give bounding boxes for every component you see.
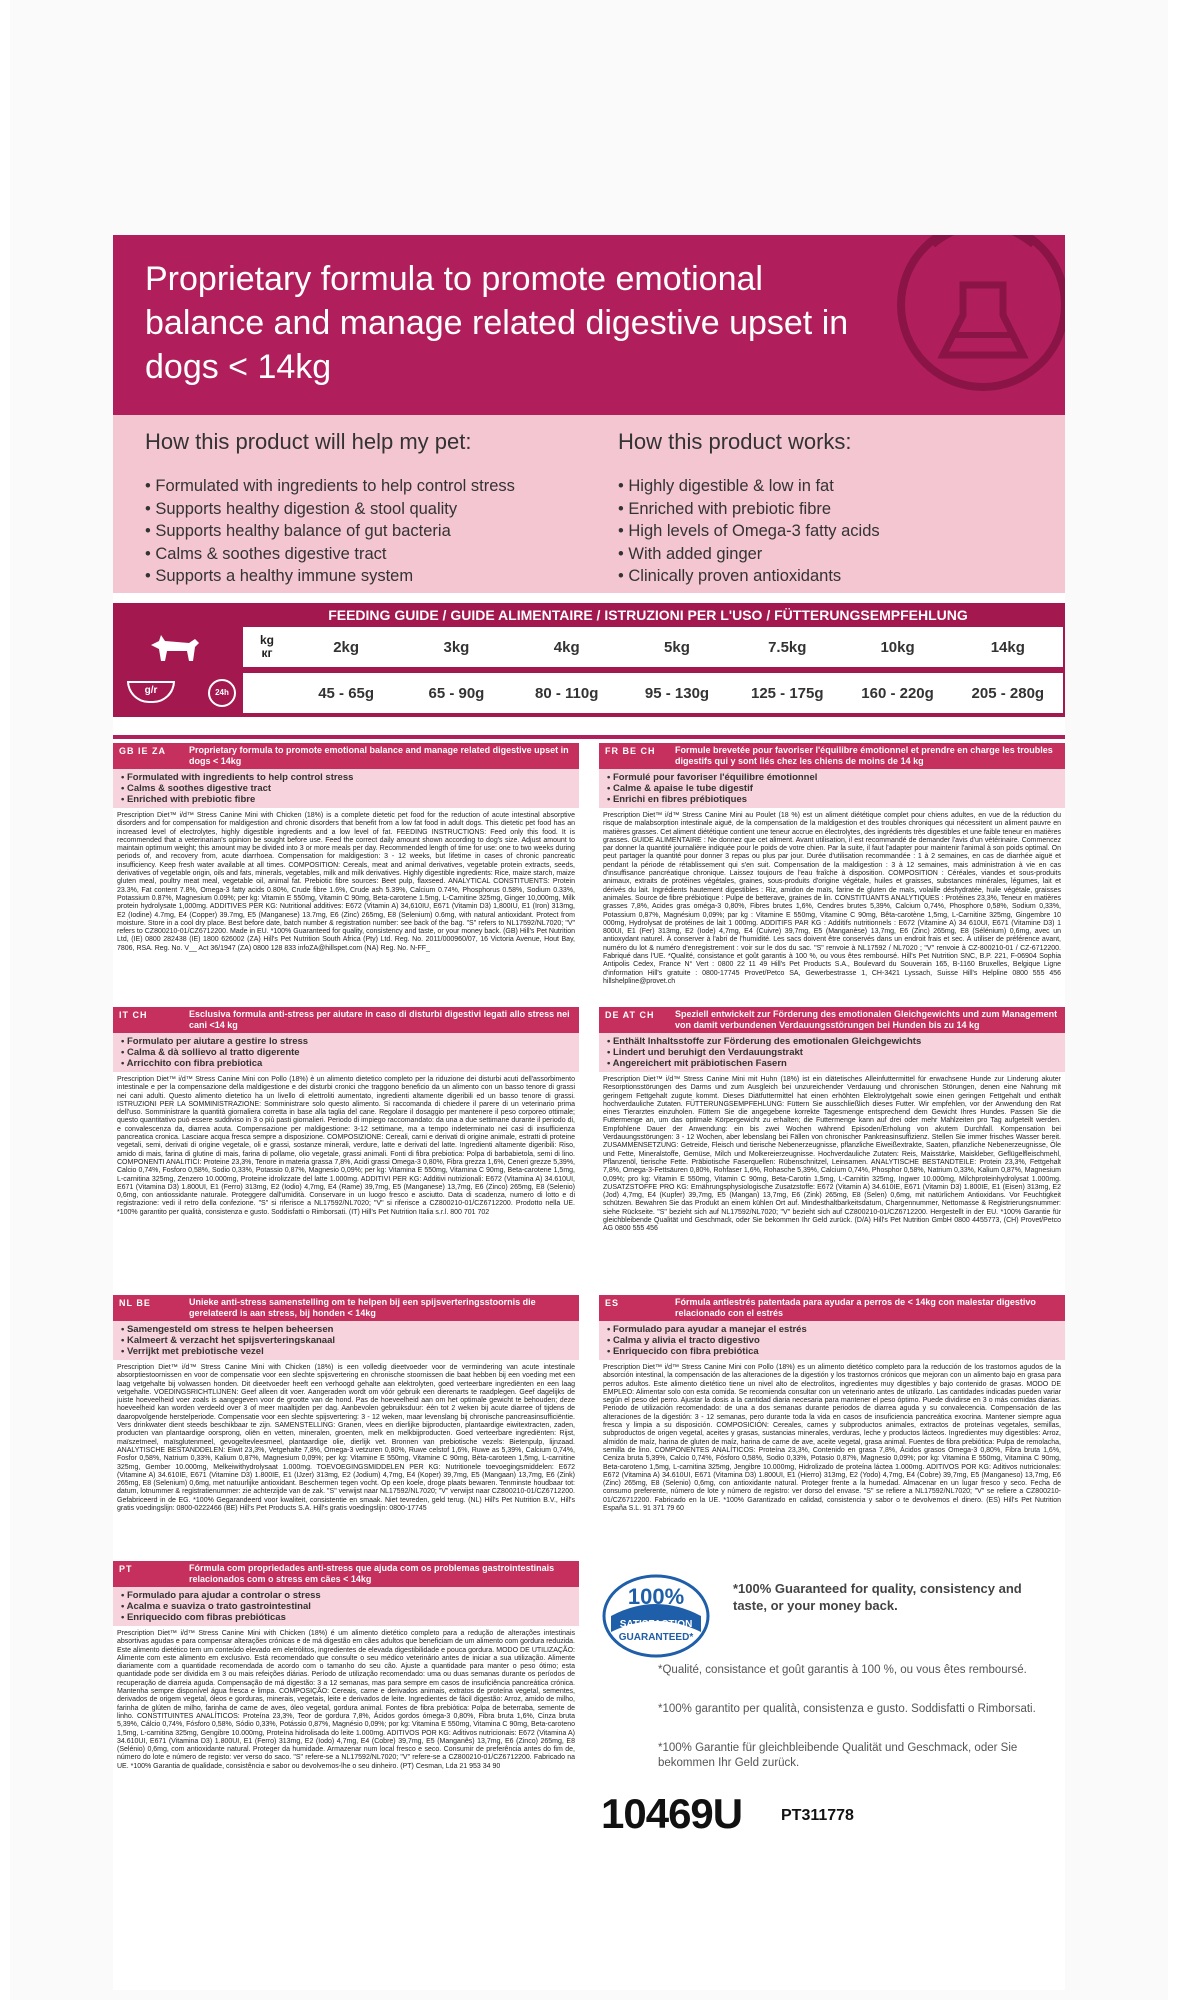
list-item: • Formulated with ingredients to help control stress [145, 475, 515, 498]
list-item: • Highly digestible & low in fat [618, 475, 880, 498]
lang-bullets: • Formulated with ingredients to help control stress • Calms & soothes digestive tract • Enriched with prebiotic fibre [113, 769, 579, 808]
weight-cell: 2kg [333, 638, 360, 656]
badge-line1: SATISFACTION [619, 1619, 693, 1630]
works-heading: How this product works: [618, 429, 852, 454]
hero-title: Proprietary formula to promote emotional balance and manage related digestive upset in dogs < 14kg [145, 260, 849, 386]
lang-block-fr [599, 743, 1065, 1003]
lang-body: Prescription Diet™ i/d™ Stress Canine Mini with Chicken (18%) is een volledig dieetvoeder voor de vermindering van acute intestinale absorptiestoornissen en voor de compensatie voor een slechte spijsvertering en chronische stoornissen die baat hebben bij een voeding met een laag vetgehalte bij volwassen honden. Dit dieetvoeder heeft een verhoogd gehalte aan elektrolyten, goed verteerbare ingrediënten en een laag vetgehalte. VOEDINGSRICHTLIJNEN: Geef alleen dit voer. Aangeraden wordt om vóór gebruik een dierenarts te raadplegen. Geef dagelijks de juiste hoeveelheid voer zoals is aangegeven voor de grootte van de hond. Pas de hoeveelheid aan om het optimale gewicht te behouden; deze hoeveelheid kan worden verdeeld over 3 of meer maaltijden per dag. Aanbevolen gebruiksduur: één tot 2 weken bij acute diarree of tijdens de daaropvolgende herstelperiode. Compensatie voor een slechte spijsvertering: 3 - 12 weken, maar levenslang bij chronische pancreasinsufficiëntie. Vers drinkwater dient steeds beschikbaar te zijn. SAMENSTELLING: Granen, vlees en dierlijke bijproducten, plantaardige eiwitextracten, zaden, producten van plantaardige oorsprong, oliën en vetten, mineralen, groenten, melk en melkbijproducten. Goed verteerbare ingrediënten: Rijst, maïszetmeel, maïsglutenmeel, gevogeltevleesmeel, plantaardige olie, dierlijk vet. Bronnen van prebiotische vezels: Bietenpulp, lijnzaad. ANALYTISCHE BESTANDDELEN: Eiwit 23,3%, Vetgehalte 7,8%, Omega-3 vetzuren 0,80%, Ruwe celstof 1,6%, Ruwe as 5,39%, Calcium 0,74%, Fosfor 0,58%, Natrium 0,33%, Kalium 0,87%, Magnesium 0,09%; per kg: Vitamine E 550mg, Vitamine C 90mg, Bèta-caroteen 1,5mg, L-carnitine 325mg, Gember 10.000mg, Melkeiwithydrolysaat 1.000mg. TOEVOEGINGSMIDDELEN PER KG: Nutritionele toevoegingsmiddelen: E672 (Vitamine A) 34.610IE, E671 (Vitamine D3) 1.800IE, E1 (IJzer) 313mg, E2 (Jodium) 4,7mg, E4 (Koper) 39,7mg, E5 (Mangaan) 13,7mg, E6 (Zink) 265mg, E8 (Selenium) 0,6mg, met natuurlijke antioxidant. Beschermen tegen vocht. Op een koele, droge plaats bewaren. Tenminste houdbaar tot: datum, lotnummer & registratienummer: zie achterzijde van de zak. "S" verwijst naar NL17592/NL7020; "V" verwijst naar CZ800210-01/CZ6712200. Gefabriceerd in de EG. *100% Gegarandeerd voor kwaliteit, consistentie en smaak. Niet tevreden, geld terug. (NL) Hill's Pet Nutrition B.V., Hill's gratis voedingslijn: 0800-0222466 (BE) Hill's Pet Products S.A. Hill's gratis voedingslijn: 0800-17745 [117, 1364, 575, 1513]
lang-block-de [599, 1007, 1065, 1287]
lang-body: Prescription Diet™ i/d™ Stress Canine Mini con Pollo (18%) è un alimento dietetico completo per la riduzione dei disturbi acuti dell'assorbimento intestinale e per la compensazione della maldigestione e dei disturbi cronici che traggono beneficio da un alimento con un basso tenore di grassi nei cani adulti. Questo alimento dietetico ha un livello di elettroliti aumentato, ingredienti altamente digeribili ed un basso tenore di grassi. ISTRUZIONI PER LA SOMMINISTRAZIONE: Somministrare solo questo alimento. Si raccomanda di chiedere il parere di un veterinario prima dell'uso. Somministrare la quantità giornaliera corretta in base alla taglia del cane. Regolare il dosaggio per mantenere il peso corporeo ottimale; questo quantitativo può essere suddiviso in 3 o più pasti giornalieri. Periodo di impiego raccomandato: da una a due settimane durante il periodo di, e convalescenza da, diarrea acuta. Compensazione per maldigestione: 3-12 settimane, ma a tempo indeterminato nei casi di insufficienza pancreatica cronica. Lasciare acqua fresca sempre a disposizione. COMPOSIZIONE: Cereali, carni e derivati di origine animale, estratti di proteine vegetali, semi, derivati di origine vegetale, oli e grassi, sostanze minerali, verdure, latte e derivati del latte. Ingredienti altamente digeribili: Riso, amido di mais, farina di glutine di mais, farina di pollame, olio vegetale, grassi animali. Fonti di fibra prebiotica: Polpa di barbabietola, semi di lino. COMPONENTI ANALITICI: Proteine 23,3%, Tenore in materia grassa 7,8%, Acidi grassi Omega-3 0,80%, Fibra grezza 1,6%, Ceneri grezze 5,39%, Calcio 0,74%, Fosforo 0,58%, Sodio 0,33%, Potassio 0,87%, Magnesio 0,09%; per kg: Vitamina E 550mg, Vitamina C 90mg, Beta-carotene 1,5mg, L-carnitina 325mg, Zenzero 10.000mg, Proteine idrolizzate del latte 1.000mg. ADDITIVI PER KG: Additivi nutrizionali: E672 (Vitamina A) 34.610UI, E671 (Vitamina D3) 1.800UI, E1 (Ferro) 313mg, E2 (Iodio) 4,7mg, E4 (Rame) 39,7mg, E5 (Manganese) 13,7mg, E6 (Zinco) 265mg, E8 (Selenio) 0,6mg, con antiossidante naturale. Proteggere dall'umidità. Conservare in un luogo fresco e asciutto. Data di scadenza, numero di lotto e di registrazione: vedi il retro della confezione. "S" si riferisce a NL17592/NL7020; "V" si riferisce a CZ800210-01/CZ6712200. Prodotto nella UE. *100% garantito per qualità, consistenza e gusto. Soddisfatti o Rimborsati. (IT) Hill's Pet Nutrition Italia s.r.l. 800 701 702 [117, 1076, 575, 1216]
lang-block-nl [113, 1295, 579, 1553]
hero-banner [113, 235, 1065, 415]
list-item: • Enriched with prebiotic fibre [618, 498, 880, 521]
amount-cell: 160 - 220g [861, 684, 934, 702]
bowl-icon: g/r [127, 681, 175, 703]
guarantee-en: *100% Guaranteed for quality, consistency and taste, or your money back. [733, 1581, 1022, 1613]
list-item: • Calms & soothes digestive tract [145, 543, 515, 566]
lang-bullets: • Formulado para ayudar a manejar el estrés • Calma y alivia el tracto digestivo • Enriquecido con fibra prebiótica [599, 1321, 1065, 1360]
amount-cell: 205 - 280g [971, 684, 1045, 702]
list-item: • Supports healthy balance of gut bacteria [145, 520, 515, 543]
list-item: • Clinically proven antioxidants [618, 565, 880, 588]
lang-header: GB IE ZA Proprietary formula to promote emotional balance and manage related digestive upset in dogs < 14kg [113, 743, 579, 769]
kg-unit: kg кг [259, 633, 274, 660]
amount-cell: 95 - 130g [644, 684, 710, 702]
lang-bullets: • Enthält Inhaltsstoffe zur Förderung des emotionalen Gleichgewichts • Lindert und beruhigt den Verdauungstrakt • Angereichert mit präbiotischen Fasern [599, 1033, 1065, 1072]
lang-bullets: • Formulado para ajudar a controlar o stress • Acalma e suaviza o trato gastrointestinal • Enriquecido com fibras prebióticas [113, 1587, 579, 1626]
lang-header: NL BE Unieke anti-stress samenstelling om te helpen bij een spijsverteringsstoornis die gerelateerd is aan stress, bij honden < 14kg [113, 1295, 579, 1321]
lang-block-en [113, 743, 579, 1003]
flask-logo-icon [873, 235, 1065, 395]
benefits-section [113, 415, 1065, 593]
lang-body: Prescription Diet™ i/d™ Stress Canine Mini con Pollo (18%) es un alimento dietético completo para la reducción de los trastornos agudos de la absorción intestinal, la compensación de las alteraciones de la digestión y los trastornos crónicos que mejoran con un alimento bajo en grasa para perros adultos. Este alimento dietético tiene un nivel alto de electrolitos, ingredientes muy digestibles y bajo contenido de grasas. MODO DE EMPLEO: Alimentar solo con esta comida. Se recomienda consultar con un veterinario antes de utilizarlo. Las cantidades indicadas pueden variar según el peso del perro. Ajustar la dosis a la cantidad diaria necesaria para mantener el peso óptimo. Puede dividirse en 3 o más comidas diarias. Periodo de utilización recomendado: de una a dos semanas durante periodos de diarrea aguda y su convalecencia. Compensación de las alteraciones de la digestión: 3 - 12 semanas, pero durante toda la vida en casos de insuficiencia pancreática exocrina. Mantener siempre agua fresca y limpia a su disposición. COMPOSICIÓN: Cereales, carnes y subproductos animales, extractos de proteínas vegetales, semillas, subproductos de origen vegetal, aceites y grasas, sustancias minerales, verduras, leche y productos lácteos. Ingredientes muy digestibles: Arroz, almidón de maíz, harina de gluten de maíz, harina de carne de ave, aceite vegetal, grasa animal. Fuentes de fibra prebiótica: Pulpa de remolacha, semilla de lino. COMPONENTES ANALÍTICOS: Proteína 23,3%, Contenido en grasa 7,8%, Ácidos grasos Omega-3 0,80%, Fibra bruta 1,6%, Ceniza bruta 5,39%, Calcio 0,74%, Fósforo 0,58%, Sodio 0,33%, Potasio 0,87%, Magnesio 0,09%; por kg: Vitamina E 550mg, Vitamina C 90mg, Beta-caroteno 1,5mg, L-carnitina 325mg, Jengibre 10.000mg, Hidrolizado de proteína láctea 1.000mg. ADITIVOS POR KG: Aditivos nutricionales: E672 (Vitamina A) 34.610UI, E671 (Vitamina D3) 1.800UI, E1 (Hierro) 313mg, E2 (Yodo) 4,7mg, E4 (Cobre) 39,7mg, E5 (Manganeso) 13,7mg, E6 (Zinc) 265mg, E8 (Selenio) 0,6mg, con antioxidante natural. Proteger frente a la humedad. Almacenar en un lugar fresco y seco. Fecha de consumo preferente, número de lote y número de registro: ver dorso del envase. "S" se refiere a NL17592/NL7020; "V" se refiere a CZ800210-01/CZ6712200. Fabricado en la UE. *100% Garantizado en calidad, consistencia y sabor o te devolvemos el dinero. (ES) Hill's Pet Nutrition España S.L. 91 371 79 60 [603, 1364, 1061, 1513]
weight-cell: 4kg [553, 638, 580, 656]
lang-header: ES Fórmula antiestrés patentada para ayudar a perros de < 14kg con malestar digestivo relacionado con el estrés [599, 1295, 1065, 1321]
lang-body: Prescription Diet™ i/d™ Stress Canine Mini with Chicken (18%) é um alimento dietético completo para a redução de alterações intestinais absortivas agudas e para compensar alterações crónicas e de má digestão em cães adultos que beneficiam de um alimento com gordura reduzida. Este alimento dietético tem um conteúdo elevado em eletrólitos, ingredientes de elevada digestibilidade e pouca gordura. MODO DE UTILIZAÇÃO: Alimente com este alimento em exclusivo. Está recomendado que consulte o seu médico veterinário antes de iniciar a sua utilização. Alimente diariamente com a quantidade recomendada de acordo com o tamanho do seu cão. Ajuste a quantidade para manter o peso ótimo; esta quantidade pode ser dividida em 3 ou mais refeições diárias. Período de utilização recomendado: uma ou duas semanas durante os períodos de recuperação de diarreia aguda. Compensação de má digestão: 3 a 12 semanas, mas para sempre em casos de insuficiência pancreática crónica. Mantenha sempre disponível água fresca e limpa. COMPOSIÇÃO: Cereais, carne e derivados animais, extratos de proteína vegetal, sementes, derivados de origem vegetal, óleos e gorduras, minerais, vegetais, leite e derivados de leite. Ingredientes de fácil digestão: Arroz, amido de milho, farinha de glúten de milho, farinha de carne de aves, óleo vegetal, gordura animal. Fontes de fibra prebiótica: Polpa de beterraba, semente de linho. CONSTITUINTES ANALÍTICOS: Proteína 23,3%, Teor de gordura 7,8%, Ácidos gordos ómega-3 0,80%, Fibra bruta 1,6%, Cinza bruta 5,39%, Cálcio 0,74%, Fósforo 0,58%, Sódio 0,33%, Potássio 0,87%, Magnésio 0,09%; por kg: Vitamina E 550mg, Vitamina C 90mg, Beta-caroteno 1,5mg, L-carnitina 325mg, Gengibre 10.000mg, Proteína hidrolisada do leite 1.000mg. ADITIVOS POR KG: Aditivos nutricionais: E672 (Vitamina A) 34.610UI, E671 (Vitamina D3) 1.800UI, E1 (Ferro) 313mg, E2 (Iodo) 4,7mg, E4 (Cobre) 39,7mg, E5 (Manganês) 13,7mg, E6 (Zinco) 265mg, E8 (Selénio) 0,6mg, com antioxidante natural. Proteger da humidade. Armazenar num local fresco e seco. Consumir de preferência antes do fim de, número do lote e número de registo: ver verso do saco. "S" refere-se a NL17592/NL7020; "V" refere-se a CZ800210-01/CZ6712200. Fabricado na UE. *100% Garantia de qualidade, consistência e sabor ou devolvemos-lhe o seu dinheiro. (PT) Cesman, Lda 21 953 34 90 [117, 1630, 575, 1770]
list-item: • Supports healthy digestion & stool quality [145, 498, 515, 521]
feeding-guide-title: FEEDING GUIDE / GUIDE ALIMENTAIRE / ISTRUZIONI PER L'USO / FÜTTERUNGSEMPFEHLUNG [328, 607, 968, 623]
lang-header: PT Fórmula com propriedades anti-stress que ajuda com os problemas gastrointestinais relacionados com o stress em cães < 14kg [113, 1561, 579, 1587]
product-subcode: PT311778 [781, 1807, 854, 1824]
lang-bullets: • Formulé pour favoriser l'équilibre émotionnel • Calme & apaise le tube digestif • Enrichi en fibres prébiotiques [599, 769, 1065, 808]
weight-row [243, 627, 1063, 667]
amount-cell: 45 - 65g [318, 684, 375, 702]
weight-cell: 14kg [990, 638, 1025, 656]
lang-header: IT CH Esclusiva formula anti-stress per aiutare in caso di disturbi digestivi legati allo stress nei cani <14 kg [113, 1007, 579, 1033]
satisfaction-badge-icon [601, 1572, 711, 1660]
lang-body: Prescription Diet™ i/d™ Stress Canine Mini with Chicken (18%) is a complete dietetic pet food for the reduction of acute intestinal absorptive disorders and for compensation for maldigestion and chronic disorders that benefit from a low fat food in adult dogs. This dietetic pet food has an increased level of electrolytes, highly digestible ingredients and a low level of fat. FEEDING INSTRUCTIONS: Feed only this food. It is recommended that a veterinarian's opinion be sought before use. Feed the correct daily amount shown according to dog's size. Adjust amount to maintain optimum weight; this amount may be divided into 3 or more meals per day. Recommended length of time for use: one to two weeks during periods of, and recovery from, acute diarrhoea. Compensation for maldigestion: 3 - 12 weeks, but lifetime in cases of chronic pancreatic insufficiency. Keep fresh water available at all times. COMPOSITION: Cereals, meat and animal derivatives, vegetable protein extracts, seeds, derivatives of vegetable origin, oils and fats, minerals, vegetables, milk and milk derivatives. Highly digestible ingredients: Rice, maize starch, maize gluten meal, poultry meat meal, vegetable oil, animal fat. Prebiotic fibre sources: Beet pulp, flaxseed. ANALYTICAL CONSTITUENTS: Protein 23.3%, Fat content 7.8%, Omega-3 fatty acids 0.80%, Crude fibre 1.6%, Crude ash 5.39%, Calcium 0.74%, Phosphorus 0.58%, Sodium 0.33%, Potassium 0.87%, Magnesium 0.09%; per kg: Vitamin E 550mg, Vitamin C 90mg, Beta-carotene 1.5mg, L-Carnitine 325mg, Ginger 10,000mg, Milk protein hydrolysate 1,000mg. ADDITIVES PER KG: Nutritional additives: E672 (Vitamin A) 34,610IU, E671 (Vitamin D3) 1,800IU, E1 (Iron) 313mg, E2 (Iodine) 4.7mg, E4 (Copper) 39.7mg, E5 (Manganese) 13.7mg, E6 (Zinc) 265mg, E8 (Selenium) 0.6mg, with natural antioxidant. Protect from moisture. Store in a cool dry place. Best before date, batch number & registration number: see back of the bag. "S" refers to NL17592/NL7020; "V" refers to CZ800210-01/CZ6712200. Made in EU. *100% Guaranteed for quality, consistency and taste, or your money back. (GB) Hill's Pet Nutrition Ltd, (IE) 0800 282438 (IE) 1800 626002 (ZA) Hill's Pet Nutrition South Africa (Pty) Ltd. Reg. No. 2011/000960/07, 16 Victoria Avenue, Hout Bay, 7806, RSA. Reg. No. V__ Act 36/1947 (ZA) 0800 128 833 infoZA@hillspet.com (NA) Reg. No. N-FF_ [117, 812, 575, 952]
badge-pct: 100% [627, 1584, 685, 1609]
help-list [145, 475, 515, 588]
weight-cell: 7.5kg [768, 638, 807, 656]
guarantee-de: *100% Garantie für gleichbleibende Qualität und Geschmack, oder Sie bekommen Ihr Geld zurück. [658, 1742, 1018, 1769]
weight-cell: 10kg [880, 638, 915, 656]
amount-cell: 125 - 175g [750, 684, 824, 702]
lang-block-it [113, 1007, 579, 1287]
lang-block-pt [113, 1561, 579, 1847]
badge-line2: GUARANTEED* [618, 1632, 694, 1643]
list-item: • With added ginger [618, 543, 880, 566]
lang-block-es [599, 1295, 1065, 1553]
amount-cell: 65 - 90g [428, 684, 485, 702]
lang-body: Prescription Diet™ i/d™ Stress Canine Mini au Poulet (18 %) est un aliment diététique complet pour chiens adultes, en vue de la réduction du risque de malabsorption intestinale aiguë, de la compensation de la maldigestion et des troubles chroniques qui nécessitent un aliment pauvre en matières grasses. Cet aliment diététique contient une teneur accrue en électrolytes, des ingrédients très digestibles et une faible teneur en matières grasses. GUIDE ALIMENTAIRE : Ne donnez que cet aliment. Avant utilisation, il est recommandé de demander l'avis d'un vétérinaire. Commencez par donner la quantité journalière indiquée pour le poids de votre chien. Par la suite, il faut l'adapter pour maintenir l'animal à son poids optimal. On peut partager la quantité pour donner 3 repas ou plus par jour. Durée d'utilisation recommandée : 1 à 2 semaines, en cas de diarrhée aiguë et pendant la période de rétablissement qui s'en suit. Compensation de la maldigestion : 3 à 12 semaines, mais administration à vie en cas d'insuffisance pancréatique chronique. Laissez toujours de l'eau fraîche à disposition. COMPOSITION : Céréales, viandes et sous-produits animaux, extraits de protéines végétales, graines, sous-produits d'origine végétale, huiles et graisses, substances minérales, légumes, lait et dérivés du lait. Ingrédients hautement digestibles : Riz, amidon de maïs, farine de gluten de maïs, volaille déshydratée, huile végétale, graisses animales. Source de fibre prébiotique : Pulpe de betterave, graines de lin. CONSTITUANTS ANALYTIQUES : Protéines 23,3%, Teneur en matières grasses 7,8%, Acides gras oméga-3 0,80%, Fibres brutes 1,6%, Cendres brutes 5,39%, Calcium 0,74%, Phosphore 0,58%, Sodium 0,33%, Potassium 0,87%, Magnésium 0,09%; par kg : Vitamine E 550mg, Vitamine C 90mg, Bêta-carotène 1,5mg, L-Carnitine 325mg, Gingembre 10 000mg, Hydrolysat de protéines de lait 1 000mg. ADDITIFS PAR KG : Additifs nutritionnels : E672 (Vitamine A) 34 610UI, E671 (Vitamine D3) 1 800UI, E1 (Fer) 313mg, E2 (Iode) 4,7mg, E4 (Cuivre) 39,7mg, E5 (Manganèse) 13,7mg, E6 (Zinc) 265mg, E8 (Sélénium) 0,6mg, avec un antioxydant naturel. À conserver à l'abri de l'humidité. Les sacs doivent être conservés dans un endroit frais et sec. À utiliser de préférence avant, numéro du lot & numéro d'enregistrement : voir sur le dos du sac. "S" renvoie à NL17592 / NL7020 ; "V" renvoie à CZ-800210-01 / CZ-6712200. Fabriqué dans l'UE. *Qualité, consistance et goût garantis à 100 %, ou vous êtes remboursé. Hill's Pet Nutrition SNC, B.P. 221, F-06904 Sophia Antipolis Cedex, France N° Vert : 0800 22 11 49 Hill's Pet Products S.A., Boulevard du Souverain 165, B-1160 Bruxelles, Belgique Ligne d'information Hill's gratuite : 0800-17745 Provet/Petco SA, Gewerbestrasse 1, CH-3421 Lyssach, Suisse Hill's Helpline 0800 555 456 hillshelpline@provet.ch [603, 812, 1061, 985]
guarantee-it: *100% garantito per qualità, consistenza e gusto. Soddisfatti o Rimborsati. [658, 1703, 1036, 1715]
product-code: 10469U [601, 1790, 743, 1837]
list-item: • High levels of Omega-3 fatty acids [618, 520, 880, 543]
help-heading: How this product will help my pet: [145, 429, 472, 454]
weight-cell: 3kg [443, 638, 470, 656]
guarantee-fr: *Qualité, consistance et goût garantis à 100 %, ou vous êtes remboursé. [658, 1664, 1027, 1676]
clock-icon: 24h [208, 679, 236, 707]
amount-cell: 80 - 110g [535, 684, 599, 702]
lang-bullets: • Samengesteld om stress te helpen beheersen • Kalmeert & verzacht het spijsverteringskanaal • Verrijkt met prebiotische vezel [113, 1321, 579, 1360]
works-list [618, 475, 880, 588]
list-item: • Supports a healthy immune system [145, 565, 515, 588]
divider [113, 735, 1065, 739]
amount-row [243, 673, 1063, 713]
lang-body: Prescription Diet™ i/d™ Stress Canine Mini mit Huhn (18%) ist ein diätetisches Alleinfuttermittel für erwachsene Hunde zur Linderung akuter Resorptionsstörungen des Darms und zum Ausgleich bei unzureichender Verdauung und chronischen Störungen, denen eine Nahrung mit geringem Fettgehalt zugute kommt. Dieses Diätfuttermittel hat einen erhöhten Elektrolytgehalt sowie einen geringen Fettgehalt und enthält hochverdauliche Zutaten. FÜTTERUNGSEMPFEHLUNG: Füttern Sie ausschließlich dieses Futter. Wir empfehlen, vor der Anwendung den Rat eines Tierarztes einzuholen. Füttern Sie die angegebene korrekte Tagesmenge entsprechend dem Gewicht Ihres Hundes. Passen Sie die Futtermenge an, um das optimale Körpergewicht zu erhalten; die Futtermenge kann auf drei oder mehr Mahlzeiten pro Tag aufgeteilt werden. Empfohlene Dauer der Anwendung: ein bis zwei Wochen während Episoden/Erholung von akutem Durchfall. Kompensation bei Verdauungsstörungen: 3 - 12 Wochen, aber lebenslang bei Fällen von chronischer Pankreasinsuffizienz. Stellen Sie immer frisches Wasser bereit. ZUSAMMENSETZUNG: Getreide, Fleisch und tierische Nebenerzeugnisse, pflanzliche Eiweißextrakte, Saaten, pflanzliche Nebenerzeugnisse, Öle und Fette, Mineralstoffe, Gemüse, Milch und Molkereierzeugnisse. Hochverdauliche Zutaten: Reis, Maisstärke, Maiskleber, Geflügelfleischmehl, Pflanzenöl, tierische Fette. Präbiotische Faserquellen: Rübenschnitzel, Leinsamen. ANALYTISCHE BESTANDTEILE: Protein 23,3%, Fettgehalt 7,8%, Omega-3-Fettsäuren 0,80%, Rohfaser 1,6%, Rohasche 5,39%, Calcium 0,74%, Phosphor 0,58%, Natrium 0,33%, Kalium 0,87%, Magnesium 0,09%; pro kg: Vitamin E 550mg, Vitamin C 90mg, Beta-Carotin 1,5mg, L-Carnitin 325mg, Ingwer 10.000mg, Milchproteinhydrolysat 1.000mg. ZUSATZSTOFFE PRO KG: Ernährungsphysiologische Zusatzstoffe: E672 (Vitamin A) 34.610IE, E671 (Vitamin D3) 1.800IE, E1 (Eisen) 313mg, E2 (Jod) 4,7mg, E4 (Kupfer) 39,7mg, E5 (Mangan) 13,7mg, E6 (Zink) 265mg, E8 (Selen) 0,6mg, mit natürlichem Antioxidans. Vor Feuchtigkeit schützen. Bewahren Sie das Produkt an einem kühlen Ort auf. Mindesthaltbarkeitsdatum, Chargennummer, Nettomasse & Registrierungsnummer: siehe Rückseite. "S" bezieht sich auf NL17592/NL7020; "V" bezieht sich auf CZ800210-01/CZ6712200. Hergestellt in der EU. *100% Garantie für gleichbleibende Qualität und Geschmack, oder Sie bekommen Ihr Geld zurück. (D/A) Hill's Pet Nutrition GmbH 0800 4455773, (CH) Provet/Petco AG 0800 555 456 [603, 1076, 1061, 1233]
label-panel [113, 235, 1065, 1990]
lang-bullets: • Formulato per aiutare a gestire lo stress • Calma & dà sollievo al tratto digerente • Arricchito con fibra prebiotica [113, 1033, 579, 1072]
weight-cell: 5kg [664, 638, 690, 656]
lang-header: DE AT CH Speziell entwickelt zur Förderung des emotionalen Gleichgewichts und zum Management von damit verbundenen Verdauungsstörungen bei Hunden bis zu 14 kg [599, 1007, 1065, 1033]
feeding-guide [113, 603, 1065, 717]
lang-header: FR BE CH Formule brevetée pour favoriser l'équilibre émotionnel et prendre en charge les troubles digestifs qui y sont liés chez les chiens de moins de 14 kg [599, 743, 1065, 769]
dog-icon [145, 631, 205, 667]
